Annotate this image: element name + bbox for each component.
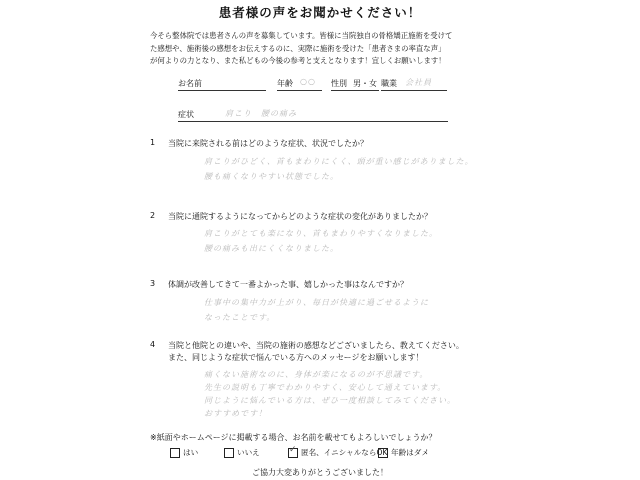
page-title: 患者様の声をお聞かせください！ [218,5,422,20]
question-text-second-line: また、同じような症状で悩んでいる方へのメッセージをお願いします！ [168,353,424,362]
consent-question: ※紙面やホームページに掲載する場合、お名前を載せてもよろしいでしょうか？ [150,433,437,442]
question-text: 当院に通院するようになってからどのような症状の変化がありましたか？ [168,212,432,221]
gender-options[interactable]: 男・女 [353,79,377,88]
consent-option-no[interactable] [224,447,260,458]
answer-line: 肩こりがひどく、首もまわりにくく、頭が重い感じがありました。 [204,157,474,166]
job-value: 会社員 [405,78,432,87]
age-label: 年齢 [277,79,293,88]
intro-line: が何よりの力となり、また私どもの今後の参考と支えとなります！宜しくお願いします！ [150,56,446,66]
footer-thanks: ご協力大変ありがとうございました！ [252,468,388,477]
option-label: いいえ [237,448,260,457]
question-number: 3 [150,279,156,288]
option-label: 匿名、イニシャルならOK [301,448,388,457]
option-label: 年齢はダメ [391,448,429,457]
option-label: はい [183,448,199,457]
consent-option-yes[interactable] [170,447,198,458]
intro-line: 今そら整体院では患者さんの声を募集しています。皆様に当院独自の骨格矯正施術を受けて [150,31,453,40]
answer-line: 痛くない施術なのに、身体が楽になるのが不思議です。 [204,370,429,379]
job-label: 職業 [381,79,397,88]
answer-line: なったことです。 [204,313,276,322]
symptom-underline[interactable] [178,121,448,122]
answer-line: 腰も痛くなりやすい状態でした。 [204,172,339,181]
name-underline[interactable] [178,90,266,91]
question-text: 体調が改善してきて一番よかった事、嬉しかった事はなんですか？ [168,280,408,289]
question-number: 1 [150,138,156,147]
job-underline[interactable] [381,90,447,91]
answer-line: 仕事中の集中力が上がり、毎日が快適に過ごせるように [204,298,429,307]
answer-line: 先生の説明も丁寧でわかりやすく、安心して通えています。 [204,383,447,392]
age-underline[interactable] [277,90,322,91]
answer-line: おすすめです！ [204,409,268,418]
gender-underline [331,90,379,91]
symptom-label: 症状 [178,110,194,119]
consent-option-no-age[interactable] [378,447,429,458]
intro-line: た感想や、施術後の感想をお伝えするのに、実際に施術を受けた「患者さまの率直な声」 [150,43,446,53]
checkbox[interactable] [170,448,180,458]
checkbox[interactable] [224,448,234,458]
name-label: お名前 [178,79,202,88]
consent-option-initials[interactable] [288,447,387,458]
answer-line: 肩こりがとても楽になり、首もまわりやすくなりました。 [204,229,438,238]
question-text: 当院と他院との違いや、当院の施術の感想などございましたら、教えてください。 [168,341,464,350]
answer-line: 同じように悩んでいる方は、ぜひ一度相談してみてください。 [204,396,456,405]
question-number: 2 [150,211,156,220]
intro-text [150,30,452,68]
checkbox[interactable] [378,448,388,458]
checkbox-checked[interactable] [288,448,298,458]
question-text: 当院に来院される前はどのような症状、状況でしたか？ [168,139,368,148]
gender-label: 性別 [331,79,347,88]
symptom-value: 肩こり 腰の痛み [225,109,297,118]
question-number: 4 [150,340,156,349]
answer-line: 腰の痛みも出にくくなりました。 [204,244,339,253]
age-value: ○○ [300,77,316,86]
